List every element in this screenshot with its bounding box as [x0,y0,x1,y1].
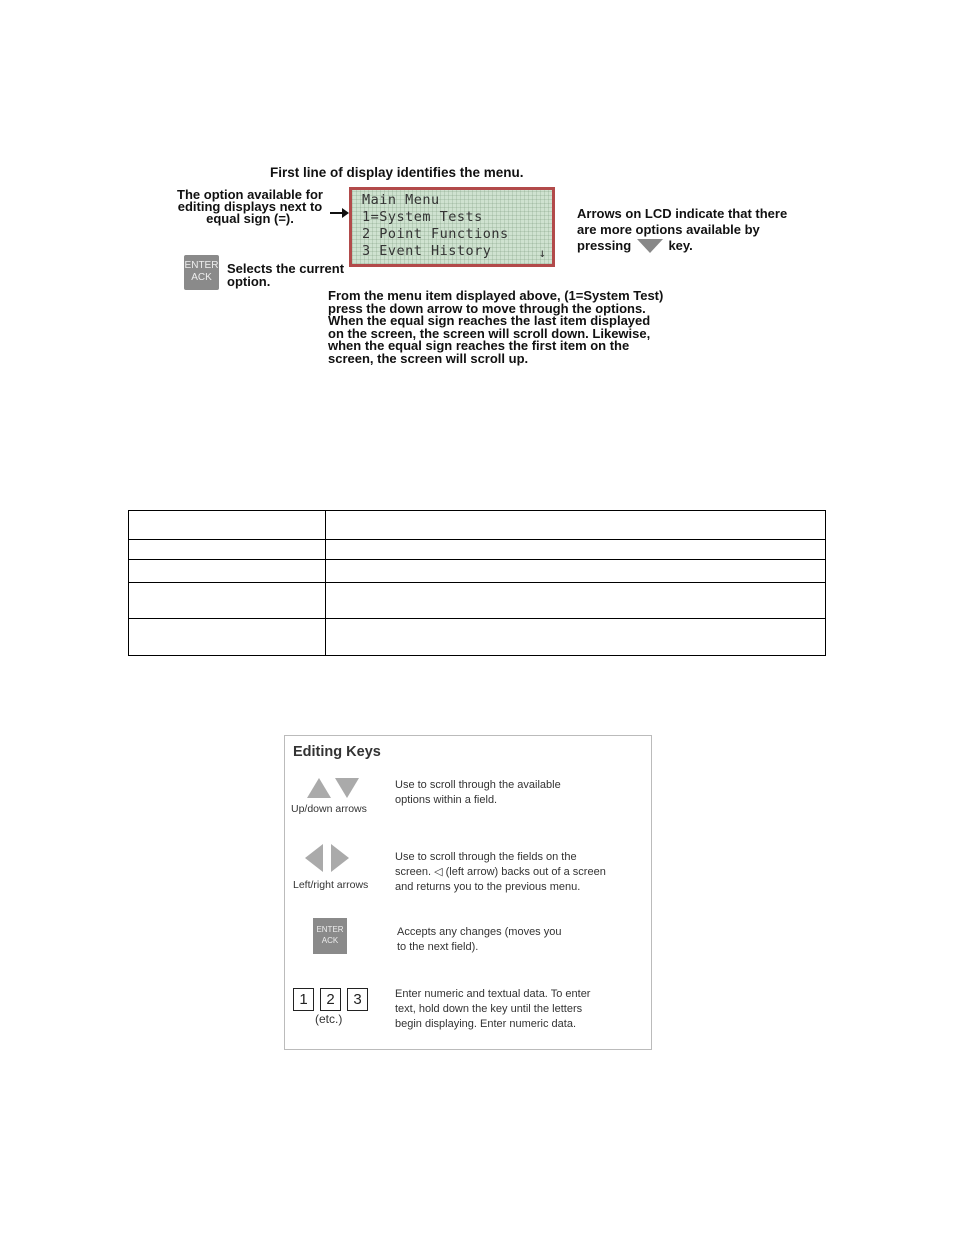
table-row [129,540,826,560]
pointer-arrow-icon [342,208,349,218]
number-keys-desc: Enter numeric and textual data. To enter text, hold down the key until the letters begin displaying. Enter numeric data. [395,988,591,1030]
lcd-down-arrow-icon: ↓ [538,246,546,260]
lcd-line-2: 1=System Tests [362,209,483,225]
table-row [129,560,826,583]
down-arrow-key-icon [637,239,663,253]
table-row [129,619,826,656]
updown-desc: Use to scroll through the available options within a field. [395,779,561,806]
lcd-line-1: Main Menu [362,192,440,208]
ack-key-label: ACK [191,272,212,283]
table-row [129,583,826,619]
enter-desc: Accepts any changes (moves you to the next field). [397,926,562,953]
enter-ack-key-icon [184,255,219,290]
enter-key-label: ENTER [184,260,219,271]
enter-note: Selects the current option. [227,261,345,289]
up-arrow-icon [307,778,331,798]
down-arrow-icon [335,778,359,798]
leftright-label: Left/right arrows [293,879,369,891]
enter-key-label: ENTER [316,925,344,934]
editing-keys-title: Editing Keys [293,744,381,760]
empty-table [128,510,826,656]
lcd-display [349,187,555,267]
left-arrow-icon [305,844,323,872]
option-note: The option available for editing displays next to equal sign (=). [177,187,323,226]
lcd-line-3: 2 Point Functions [362,226,509,242]
updown-label: Up/down arrows [291,803,367,815]
right-arrow-icon [331,844,349,872]
lcd-arrow-note [577,206,807,254]
ack-key-label: ACK [321,936,339,945]
lcd-note-key-text: key. [668,238,693,253]
enter-ack-key-icon [313,918,347,954]
leftright-desc: Use to scroll through the fields on the screen. ◁ (left arrow) backs out of a screen and returns you to the previous menu. [395,851,606,893]
number-key-1: 1 [293,988,314,1011]
editing-keys-panel [284,735,652,1050]
table-header-row [129,511,826,540]
number-keys-etc-label: (etc.) [315,1012,343,1026]
lcd-line-4: 3 Event History [362,243,492,259]
number-key-2: 2 [320,988,341,1011]
figure-title: First line of display identifies the menu. [270,165,524,180]
number-key-3: 3 [347,988,368,1011]
scroll-note: From the menu item displayed above, (1=System Test) press the down arrow to move through the options. When the equal sign reaches the last item displayed on the screen, the screen will scroll down. Likewise, when the equal sign reaches the first item on the screen, the screen will scroll up. [328,288,664,366]
lcd-note-text: Arrows on LCD indicate that there are more options available by pressing [577,206,788,253]
